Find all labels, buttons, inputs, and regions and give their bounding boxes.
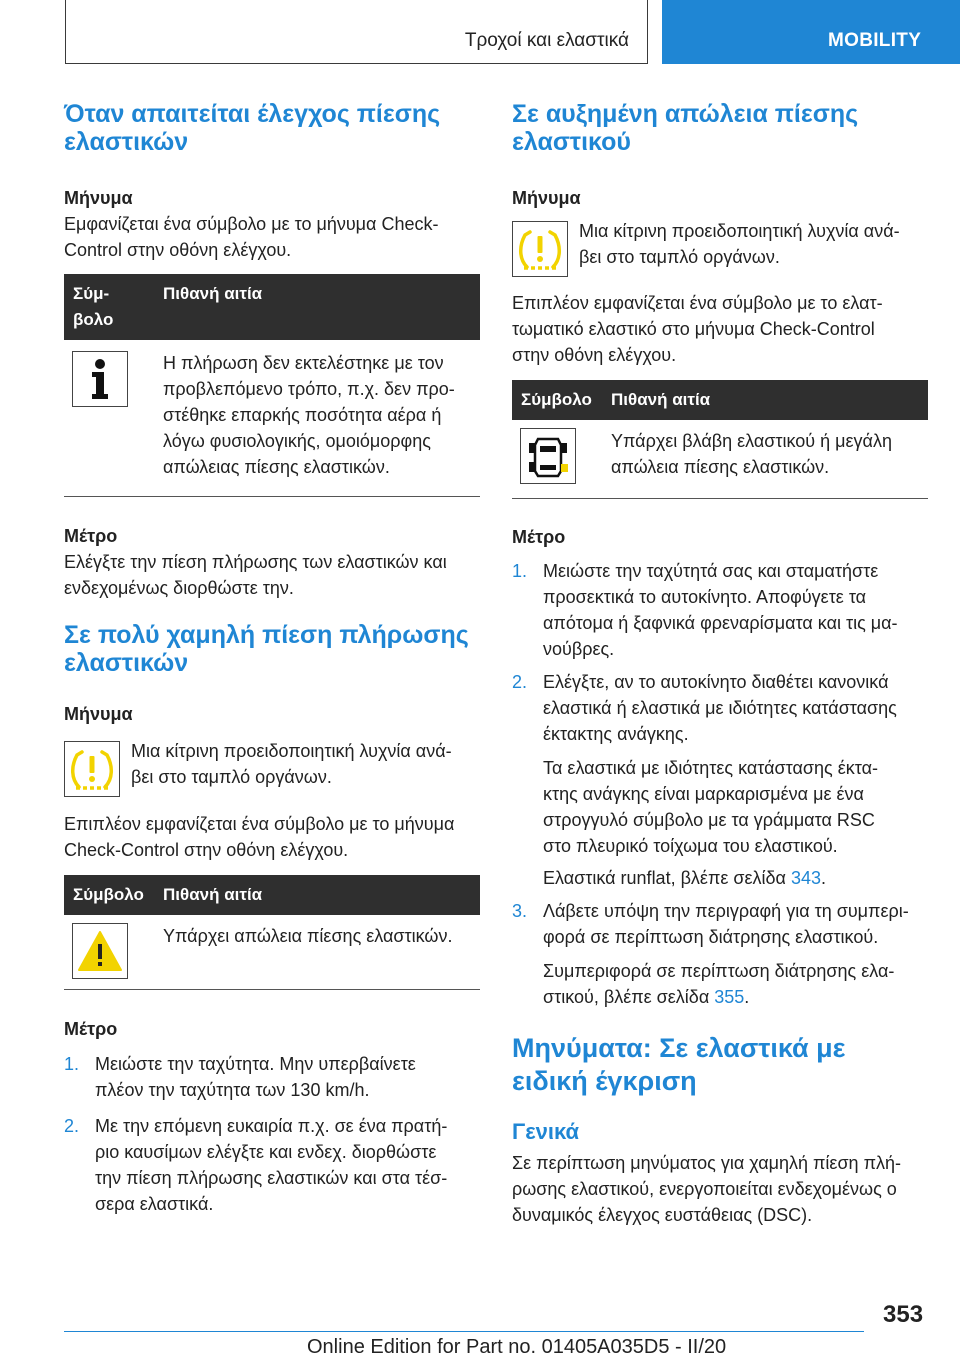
- tire-pressure-warning-icon: [64, 741, 120, 797]
- cause-text: Υπάρχει απώλεια πίεσης ελαστικών.: [163, 926, 453, 946]
- footer-divider: [64, 1331, 864, 1332]
- section-heading-special-tires: Μηνύματα: Σε ελαστικά με ειδική έγκριση: [512, 1033, 846, 1096]
- lamp-text: Μια κίτρινη προειδοποιητική λυχνία ανά- βει στο ταμπλό οργάνων.: [579, 221, 900, 267]
- symbol-table-3: [512, 380, 928, 499]
- message-label: Μήνυμα: [64, 188, 133, 208]
- extra-text: Επιπλέον εμφανίζεται ένα σύμβολο με το μήνυμα Check-Control στην οθόνη ελέγχου.: [64, 814, 455, 860]
- list-item: 2. Με την επόμενη ευκαιρία π.χ. σε ένα πρατή- ριο καυσίμων ελέγξτε και ενδεχ. διορθώστε την πίεση πλήρωσης ελαστικών και στα τέσ- σερα ελαστικά.: [64, 1116, 448, 1214]
- steps-list: [64, 1051, 480, 1217]
- table-header: Σύμ- βολο Πιθανή αιτία: [64, 274, 480, 340]
- warning-lamp-note: [512, 218, 928, 277]
- symbol-table-1: [64, 274, 480, 497]
- warning-triangle-icon: [72, 923, 128, 979]
- section-heading-very-low-pressure: Σε πολύ χαμηλή πίεση πλήρωσης ελαστικών: [64, 621, 469, 677]
- header-section-title: Τροχοί και ελαστικά: [464, 30, 629, 51]
- subheading-general: Γενικά: [512, 1119, 580, 1144]
- table-row: [64, 340, 480, 496]
- puncture-reference: Συμπεριφορά σε περίπτωση διάτρησης ελα- στικού, βλέπε σελίδα 355.: [543, 961, 895, 1007]
- warning-lamp-note: [64, 738, 480, 797]
- table-header: Σύμβολο Πιθανή αιτία: [64, 875, 480, 915]
- lamp-text: Μια κίτρινη προειδοποιητική λυχνία ανά- βει στο ταμπλό οργάνων.: [131, 741, 452, 787]
- flat-tire-car-icon: [520, 428, 576, 484]
- steps-list: [512, 898, 928, 950]
- table-row: [512, 420, 928, 498]
- header-chapter-box: [662, 0, 960, 64]
- cause-text: Η πλήρωση δεν εκτελέστηκε με τον προβλεπόμενο τρόπο, π.χ. δεν προ- στέθηκε επαρκής ποσότητα αέρα ή λόγω φυσιολογικής, ομοιόμορφης απώλειας πίεσης ελαστικών.: [163, 353, 455, 477]
- header-chapter-title: MOBILITY: [828, 30, 922, 51]
- list-item: 1. Μειώστε την ταχύτητά σας και σταματήστε προσεκτικά το αυτοκίνητο. Αποφύγετε τα απότομα ή ξαφνικά φρεναρίσματα και τις μα- νούβρες.: [512, 561, 898, 659]
- page-number: 353: [883, 1301, 924, 1328]
- rsc-note: Τα ελαστικά με ιδιότητες κατάστασης έκτα- κτης ανάγκης είναι μαρκαρισμένα με ένα στρογγυλό σύμβολο με τα γράμματα RSC στο πλευρικό τοίχωμα του ελαστικού.: [543, 758, 878, 856]
- cause-text: Υπάρχει βλάβη ελαστικού ή μεγάλη απώλεια πίεσης ελαστικών.: [611, 431, 892, 477]
- steps-list: [512, 558, 928, 747]
- right-column: [512, 100, 928, 1228]
- message-text: Εμφανίζεται ένα σύμβολο με το μήνυμα Check- Control στην οθόνη ελέγχου.: [64, 214, 439, 260]
- measure-label: Μέτρο: [64, 1019, 118, 1039]
- table-row: [64, 915, 480, 989]
- symbol-table-2: [64, 875, 480, 990]
- list-item: 2. Ελέγξτε, αν το αυτοκίνητο διαθέτει κανονικά ελαστικά ή ελαστικά με ιδιότητες κατάστασης έκτακτης ανάγκης.: [512, 672, 897, 744]
- list-item: 3. Λάβετε υπόψη την περιγραφή για τη συμπερι- φορά σε περίπτωση διάτρησης ελαστικού.: [512, 901, 909, 947]
- left-column: [64, 100, 480, 1217]
- page-link-343[interactable]: 343: [790, 868, 822, 888]
- measure-label: Μέτρο: [64, 526, 118, 546]
- page-link-355[interactable]: 355: [714, 987, 745, 1007]
- footer-edition: Online Edition for Part no. 01405A035D5 - II/20: [307, 1336, 727, 1358]
- measure-text: Ελέγξτε την πίεση πλήρωσης των ελαστικών και ενδεχομένως διορθώστε την.: [64, 552, 447, 598]
- info-icon: [72, 351, 128, 407]
- section-heading-increased-loss: Σε αυξημένη απώλεια πίεσης ελαστικού: [512, 100, 859, 156]
- message-label: Μήνυμα: [64, 704, 133, 724]
- message-label: Μήνυμα: [512, 188, 581, 208]
- runflat-reference: Ελαστικά runflat, βλέπε σελίδα 343.: [543, 868, 827, 888]
- extra-text: Επιπλέον εμφανίζεται ένα σύμβολο με το ελατ- τωματικό ελαστικό στο μήνυμα Check-Control στην οθόνη ελέγχου.: [512, 293, 883, 365]
- table-header: Σύμβολο Πιθανή αιτία: [512, 380, 928, 420]
- header-section-box: [65, 0, 648, 64]
- measure-label: Μέτρο: [512, 527, 566, 547]
- general-text: Σε περίπτωση μηνύματος για χαμηλή πίεση πλή- ρωσης ελαστικού, ενεργοποιείται ενδεχομένως ο δυναμικός έλεγχος ευστάθειας (DSC).: [512, 1153, 901, 1225]
- section-heading-check-pressure: Όταν απαιτείται έλεγχος πίεσης ελαστικών: [64, 100, 441, 156]
- list-item: 1. Μειώστε την ταχύτητα. Μην υπερβαίνετε πλέον την ταχύτητα των 130 km/h.: [64, 1054, 416, 1100]
- tire-pressure-warning-icon: [512, 221, 568, 277]
